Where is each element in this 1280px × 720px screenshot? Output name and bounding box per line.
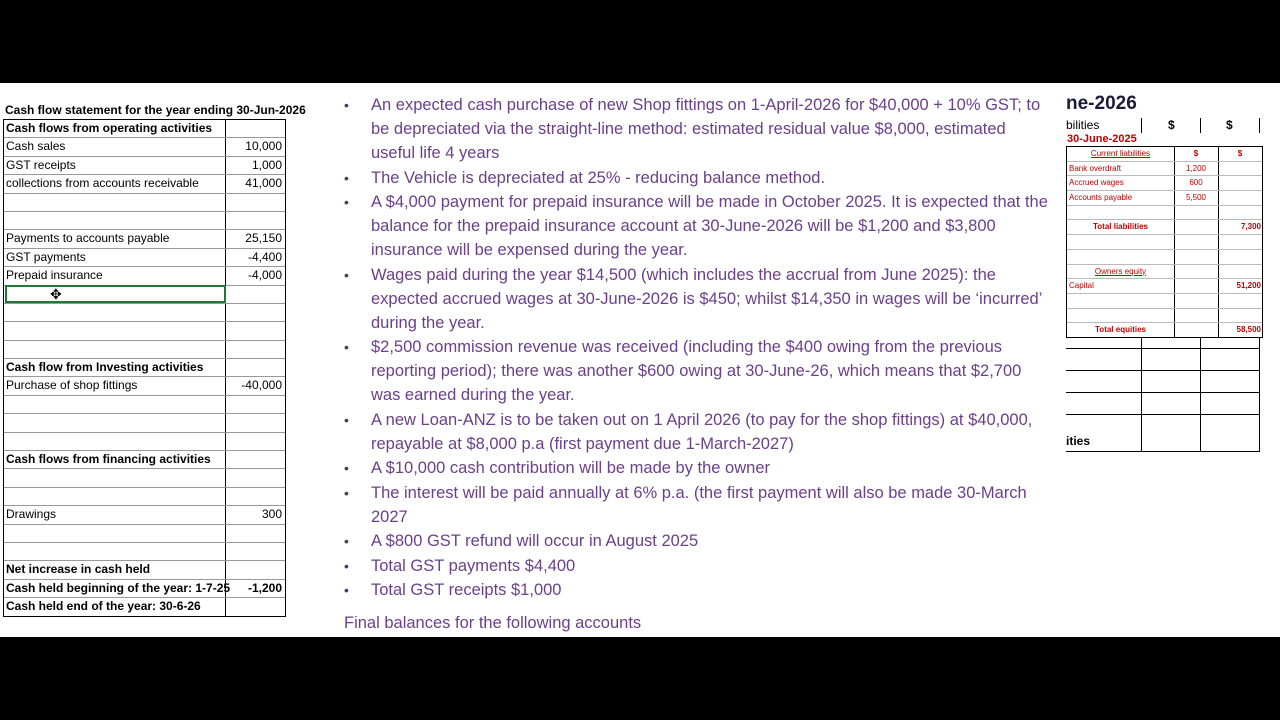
bullet-icon: •	[344, 411, 349, 428]
list-item	[344, 481, 1054, 529]
note-text: A $4,000 payment for prepaid insurance will be made in October 2025. It is expected that the balance for the prepaid insurance account at 30-June-2026 will be $1,200 and $3,800 insurance will be expensed during the year.	[371, 193, 1048, 259]
list-item	[344, 408, 1054, 456]
bullet-icon: •	[344, 460, 349, 476]
row-label: Cash flows from operating activities	[6, 121, 213, 135]
row-value: 300	[261, 507, 282, 522]
table-row	[1067, 176, 1262, 191]
table-row[interactable]	[4, 525, 285, 543]
bullet-icon: •	[344, 557, 349, 574]
note-text: The Vehicle is depreciated at 25% - reducing balance method.	[371, 168, 826, 187]
table-row	[1067, 220, 1262, 235]
bullet-icon: •	[344, 582, 349, 598]
bullet-icon: •	[344, 339, 349, 355]
note-text: $2,500 commission revenue was received (including the $400 owing from the previous reporting period); there was another $600 owing at 30-June-26, which means that $2,700 was earned during the year.	[371, 338, 1022, 404]
currency-header-2: $	[1226, 118, 1233, 132]
row-label: Accounts payable	[1069, 193, 1133, 203]
note-text: Wages paid during the year $14,500 (which includes the accrual from June 2025): the expected accrued wages at 30-June-2026 is $450; whilst $14,350 in wages will be ‘incurred’ during the year.	[371, 265, 1042, 332]
table-row	[1067, 279, 1262, 294]
row-value: 25,150	[245, 231, 282, 246]
table-row[interactable]	[4, 414, 285, 432]
table-row[interactable]	[4, 377, 285, 395]
table-row[interactable]	[4, 286, 285, 304]
row-label: collections from accounts receivable	[6, 176, 199, 191]
table-row[interactable]	[4, 469, 285, 487]
note-text: The interest will be paid annually at 6% p.a. (the first payment will also be made 30-March 2027	[371, 483, 1027, 526]
row-label: Payments to accounts payable	[6, 231, 170, 246]
table-row[interactable]	[4, 580, 285, 598]
row-value: 1,200	[1185, 163, 1207, 173]
row-label: Bank overdraft	[1069, 163, 1122, 173]
notes-panel	[344, 93, 1054, 635]
row-total: $	[1237, 149, 1243, 158]
row-label: Drawings	[6, 507, 57, 522]
table-row[interactable]	[4, 488, 285, 506]
row-label: Capital	[1069, 281, 1094, 291]
table-row	[1067, 206, 1262, 221]
table-row[interactable]	[4, 120, 285, 138]
selected-cell[interactable]	[5, 285, 226, 303]
row-label: Cash sales	[6, 139, 66, 154]
grid-line	[1066, 392, 1260, 393]
table-row[interactable]	[4, 212, 285, 230]
row-label: Current liabilities	[1090, 149, 1151, 158]
table-row[interactable]	[4, 396, 285, 414]
table-row[interactable]	[4, 561, 285, 579]
note-text: Total GST payments $4,400	[371, 556, 576, 575]
grid-line	[1066, 451, 1260, 452]
bullet-icon: •	[344, 194, 349, 210]
table-row[interactable]	[4, 451, 285, 469]
table-row	[1067, 147, 1262, 162]
note-text: A $800 GST refund will occur in August 2025	[371, 532, 699, 550]
list-item	[344, 554, 1054, 578]
row-label: Net increase in cash held	[6, 562, 151, 577]
table-row	[1067, 250, 1262, 265]
table-row	[1067, 162, 1262, 177]
grid-line	[1066, 414, 1260, 415]
row-total: 7,300	[1240, 222, 1261, 232]
bullet-icon: •	[344, 533, 349, 549]
row-label: Owners equity	[1094, 266, 1147, 276]
table-row[interactable]	[4, 138, 285, 156]
table-row	[1067, 294, 1262, 309]
ities-fragment: ities	[1066, 434, 1091, 448]
list-item	[344, 93, 1054, 165]
row-value: -4,000	[247, 268, 282, 283]
cashflow-table	[3, 119, 286, 617]
row-value: 600	[1189, 178, 1203, 188]
row-total: 58,500	[1236, 325, 1261, 335]
row-value: 1,000	[251, 157, 282, 172]
row-label: Accrued wages	[1069, 178, 1124, 188]
row-value: 41,000	[245, 176, 282, 191]
overlay-title: 30-June-2025	[1067, 133, 1137, 145]
table-row[interactable]	[4, 304, 285, 322]
row-label: Cash flows from financing activities	[6, 452, 211, 467]
row-label: Cash held end of the year: 30-6-26	[6, 599, 201, 614]
row-value: 10,000	[245, 139, 282, 154]
final-balances-heading: Final balances for the following accounts	[344, 614, 642, 632]
row-value: $	[1193, 149, 1199, 158]
bullet-icon: •	[344, 169, 349, 186]
table-row[interactable]	[4, 267, 285, 285]
note-text: A new Loan-ANZ is to be taken out on 1 April 2026 (to pay for the shop fittings) at $40,000, repayable at $8,000 p.a (first payment due 1-March-2027)	[371, 410, 1033, 453]
row-value: -40,000	[241, 378, 282, 393]
table-row[interactable]	[4, 249, 285, 267]
row-label: Prepaid insurance	[6, 268, 103, 283]
table-row	[1067, 309, 1262, 324]
grid-line	[1066, 348, 1260, 349]
table-row[interactable]	[4, 230, 285, 248]
row-label: GST payments	[6, 249, 86, 264]
table-row[interactable]	[4, 157, 285, 175]
note-text: An expected cash purchase of new Shop fittings on 1-April-2026 for $40,000 + 10% GST; to be depreciated via the straight-line method: estimated residual value $8,000, estimated useful life 4 years	[371, 96, 1041, 162]
table-row[interactable]	[4, 543, 285, 561]
pasted-balance-sheet-image[interactable]	[1066, 133, 1263, 338]
row-label: Cash held beginning of the year: 1-7-25	[6, 580, 231, 595]
currency-header-1: $	[1168, 118, 1175, 132]
cell-cursor-icon: ✥	[50, 285, 62, 302]
list-item	[344, 456, 1054, 480]
note-text: Total GST receipts $1,000	[371, 581, 562, 599]
table-row	[1067, 191, 1262, 206]
overlay-table	[1066, 146, 1263, 338]
note-text: A $10,000 cash contribution will be made by the owner	[371, 459, 770, 477]
row-label: Total equities	[1095, 325, 1146, 335]
table-row[interactable]	[4, 433, 285, 451]
list-item	[344, 166, 1054, 190]
bullet-icon: •	[344, 266, 349, 283]
list-item	[344, 529, 1054, 553]
table-row[interactable]	[4, 359, 285, 377]
row-label: Purchase of shop fittings	[6, 378, 138, 393]
table-row	[1067, 235, 1262, 250]
list-item	[344, 578, 1054, 602]
table-row[interactable]	[4, 341, 285, 359]
bullet-icon: •	[344, 97, 349, 113]
table-row[interactable]	[4, 506, 285, 524]
table-row[interactable]	[4, 194, 285, 212]
row-value: -4,400	[247, 249, 282, 264]
table-row[interactable]	[4, 175, 285, 193]
table-row	[1067, 265, 1262, 280]
spreadsheet-canvas	[0, 83, 1280, 637]
liabilities-fragment: bilities	[1066, 118, 1100, 132]
row-label: GST receipts	[6, 157, 76, 172]
row-value: -1,200	[247, 580, 282, 595]
row-value: 5,500	[1185, 193, 1207, 203]
table-row	[1067, 323, 1262, 337]
table-row[interactable]	[4, 322, 285, 340]
balance-sheet-title-fragment: ne-2026	[1066, 93, 1137, 114]
list-item	[344, 335, 1054, 407]
list-item	[344, 190, 1054, 262]
row-total: 51,200	[1236, 281, 1261, 291]
table-row[interactable]	[4, 598, 285, 615]
row-label: Cash flow from Investing activities	[6, 360, 204, 375]
cashflow-title: Cash flow statement for the year ending 30-Jun-2026	[5, 103, 306, 117]
row-label: Total liabilities	[1093, 222, 1148, 232]
list-item	[344, 263, 1054, 335]
bullet-icon: •	[344, 484, 349, 501]
grid-line	[1066, 370, 1260, 371]
